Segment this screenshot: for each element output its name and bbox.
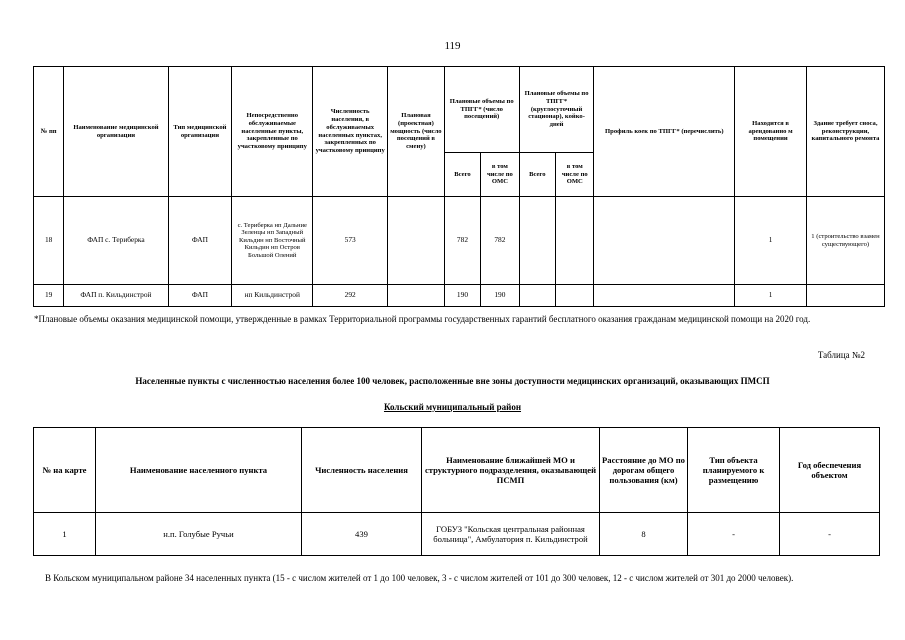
header-repair: Здание требует сноса, реконструкции, капитального ремонта	[806, 67, 884, 197]
cell-type: ФАП	[168, 197, 232, 285]
subheader-visits-total: Всего	[444, 153, 480, 197]
header-name: Наименование медицинской организации	[64, 67, 168, 197]
header-year: Год обеспечения объектом	[780, 428, 880, 513]
cell-nearest: ГОБУЗ "Кольская центральная районная больница", Амбулатория п. Кильдинстрой	[422, 513, 600, 556]
cell-profile	[594, 197, 735, 285]
header-settlements: Непосредственно обслуживаемые населенные пункты, закрепленные по участковому принципу	[232, 67, 313, 197]
subheader-visits-oms: в том числе по ОМС	[481, 153, 519, 197]
cell-population: 439	[302, 513, 422, 556]
cell-object-type: -	[688, 513, 780, 556]
cell-visits-oms: 190	[481, 285, 519, 307]
table-row	[34, 197, 885, 285]
header-distance: Расстояние до МО по дорогам общего пользования (км)	[600, 428, 688, 513]
header-type: Тип медицинской организации	[168, 67, 232, 197]
header-no: № на карте	[34, 428, 96, 513]
cell-profile	[594, 285, 735, 307]
footnote: *Плановые объемы оказания медицинской помощи, утвержденные в рамках Территориальной программы государственных гарантий бесплатного оказания гражданам медицинской помощи на 2020 год.	[34, 314, 811, 324]
settlements-table	[33, 427, 880, 556]
cell-population: 573	[313, 197, 388, 285]
cell-repair: 1 (строительство взамен существующего)	[806, 197, 884, 285]
cell-repair	[806, 285, 884, 307]
header-rented: Находится в арендованно м помещении	[735, 67, 807, 197]
table-title: Населенные пункты с численностью населения более 100 человек, расположенные вне зоны доступности медицинских организаций, оказывающих ПМСП	[135, 376, 770, 386]
cell-no: 1	[34, 513, 96, 556]
medical-organizations-table	[33, 66, 885, 307]
cell-year: -	[780, 513, 880, 556]
cell-visits-oms: 782	[481, 197, 519, 285]
header-beds: Плановые объемы по ТПГГ* (круглосуточный стационар), койко-дней	[519, 67, 594, 153]
cell-beds-total	[519, 285, 555, 307]
cell-distance: 8	[600, 513, 688, 556]
table-row	[34, 513, 880, 556]
header-row	[34, 428, 880, 513]
cell-beds-total	[519, 197, 555, 285]
cell-no: 19	[34, 285, 64, 307]
header-object-type: Тип объекта планируемого к размещению	[688, 428, 780, 513]
page-number: 119	[444, 40, 461, 52]
cell-settlements: с. Териберка нп Дальние Зеленцы нп Западный Кильдин нп Восточный Кильдин нп Остров Большой Олений	[232, 197, 313, 285]
cell-name: н.п. Голубые Ручьи	[96, 513, 302, 556]
header-nearest: Наименование ближайшей МО и структурного подразделения, оказывающей ПСМП	[422, 428, 600, 513]
cell-settlements: нп Кильдинстрой	[232, 285, 313, 307]
district-name: Кольский муниципальный район	[383, 402, 522, 412]
cell-capacity	[388, 285, 445, 307]
cell-name: ФАП п. Кильдинстрой	[64, 285, 168, 307]
table-row	[34, 285, 885, 307]
cell-beds-oms	[556, 285, 594, 307]
header-name: Наименование населенного пункта	[96, 428, 302, 513]
header-population: Численность населения, в обслуживаемых населенных пунктах, закрепленных по участковому принципу	[313, 67, 388, 197]
cell-capacity	[388, 197, 445, 285]
cell-type: ФАП	[168, 285, 232, 307]
subheader-beds-total: Всего	[519, 153, 555, 197]
cell-visits-total: 782	[444, 197, 480, 285]
header-visits: Плановые объемы по ТПГГ* (число посещений)	[444, 67, 519, 153]
cell-rented: 1	[735, 197, 807, 285]
header-capacity: Плановая (проектная) мощность (число посещений в смену)	[388, 67, 445, 197]
cell-name: ФАП с. Териберка	[64, 197, 168, 285]
header-population: Численность населения	[302, 428, 422, 513]
header-profile: Профиль коек по ТПГГ* (перечислить)	[594, 67, 735, 197]
district-heading	[0, 402, 905, 412]
cell-no: 18	[34, 197, 64, 285]
cell-rented: 1	[735, 285, 807, 307]
header-no: № пп	[34, 67, 64, 197]
cell-population: 292	[313, 285, 388, 307]
subheader-beds-oms: в том числе по ОМС	[556, 153, 594, 197]
bottom-note: В Кольском муниципальном районе 34 населенных пункта (15 - с числом жителей от 1 до 100 человек, 3 - с числом жителей от 101 до 300 человек, 12 - с числом жителей от 301 до 2000 человек).	[45, 573, 794, 583]
cell-visits-total: 190	[444, 285, 480, 307]
cell-beds-oms	[556, 197, 594, 285]
table-label: Таблица №2	[817, 350, 865, 360]
header-row	[34, 67, 885, 153]
